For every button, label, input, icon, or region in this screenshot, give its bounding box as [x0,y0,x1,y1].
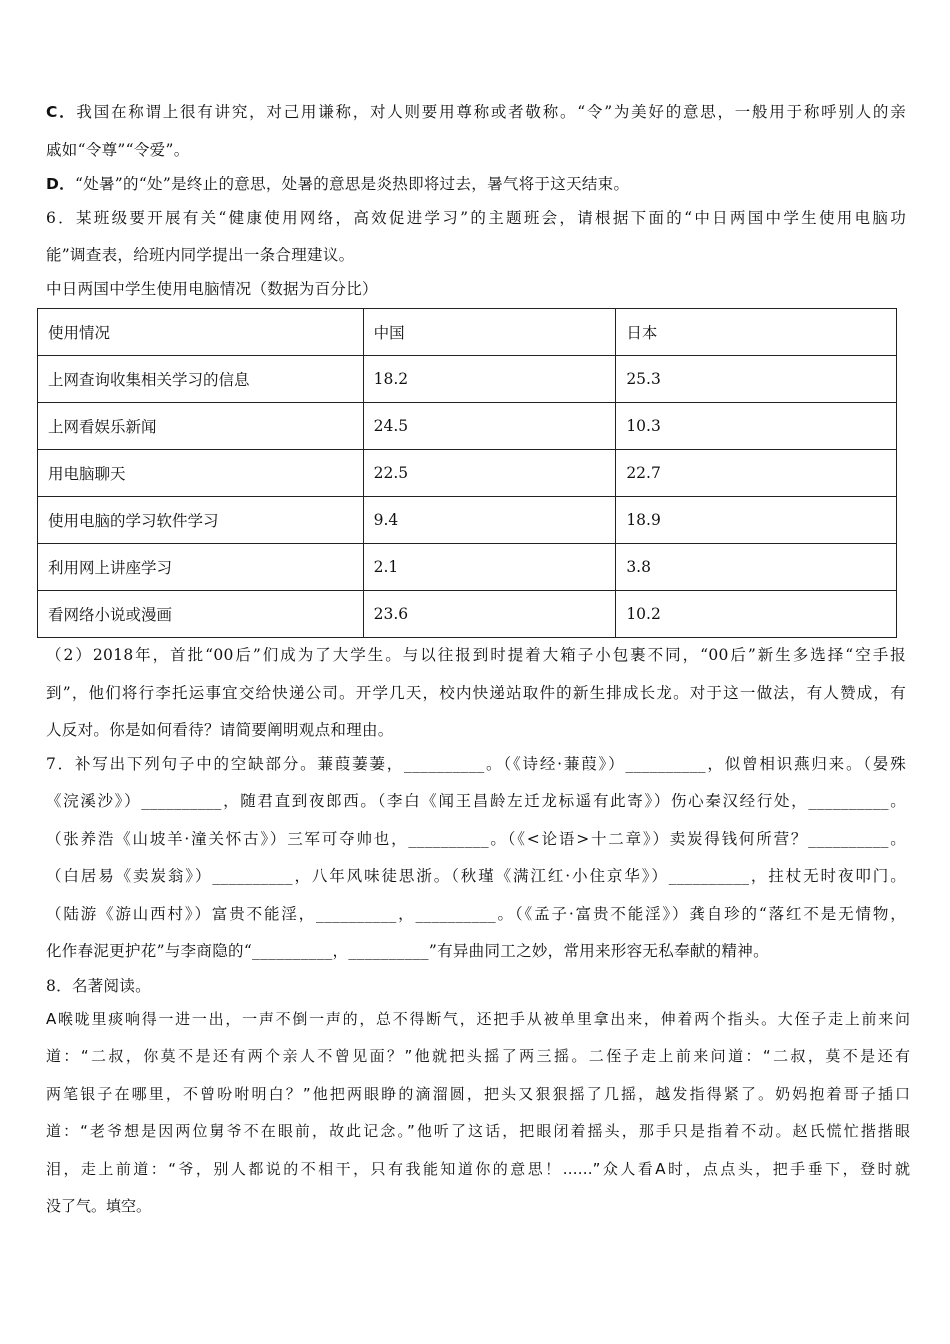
table-header-cell: 日本 [616,309,897,356]
q8-excerpt-line-1: A喉咙里痰响得一进一出，一声不倒一声的，总不得断气，还把手从被单里拿出来，伸着两个指头。大侄子走上前来问 [46,1010,910,1028]
table-cell: 看网络小说或漫画 [38,591,364,638]
q7-line-6: 化作春泥更护花”与李商隐的“__________，__________”有异曲同工之妙，常用来形容无私奉献的精神。 [46,942,769,960]
option-c-line-2: 戚如“令尊”“令爱”。 [46,141,190,159]
table-row [38,403,897,450]
option-c-text-1: 我国在称谓上很有讲究，对己用谦称，对人则要用尊称或者敬称。“令”为美好的意思，一般用于称呼别人的亲 [76,103,906,121]
table-header-row [38,309,897,356]
table-cell: 23.6 [363,591,616,638]
table-cell: 22.5 [363,450,616,497]
q8-title: 8．名著阅读。 [46,977,151,995]
q8-excerpt-line-4: 道：“老爷想是因两位舅爷不在眼前，故此记念。”他听了这话，把眼闭着摇头，那手只是指着不动。赵氏慌忙揩揩眼 [46,1122,910,1140]
table-row [38,591,897,638]
table-cell: 3.8 [616,544,897,591]
table-row [38,497,897,544]
q6-line-2: 能”调查表，给班内同学提出一条合理建议。 [46,246,355,264]
q7-line-2: 《浣溪沙》）__________，随君直到夜郎西。（李白《闻王昌龄左迁龙标遥有此寄》）伤心秦汉经行处，__________。 [46,792,906,810]
q6-part2-line-2: 到”，他们将行李托运事宜交给快递公司。开学几天，校内快递站取件的新生排成长龙。对于这一做法，有人赞成，有 [46,684,906,702]
q8-excerpt-line-6: 没了气。填空。 [46,1197,152,1215]
table-cell: 使用电脑的学习软件学习 [38,497,364,544]
q7-line-3: （张养浩《山坡羊·潼关怀古》）三军可夺帅也，__________。（《<论语>十二章》）卖炭得钱何所营？__________。 [46,830,906,848]
table-cell: 24.5 [363,403,616,450]
table-cell: 18.9 [616,497,897,544]
survey-table [37,308,897,638]
table-cell: 25.3 [616,356,897,403]
option-d-line [46,174,906,194]
table-cell: 利用网上讲座学习 [38,544,364,591]
table-row [38,544,897,591]
q8-excerpt-line-3: 两笔银子在哪里，不曾吩咐明白？”他把两眼睁的滴溜圆，把头又狠狠摇了几摇，越发指得紧了。奶妈抱着哥子插口 [46,1085,910,1103]
option-c-line-1 [46,102,906,122]
table-cell: 用电脑聊天 [38,450,364,497]
q6-table-title: 中日两国中学生使用电脑情况（数据为百分比） [46,280,378,298]
table-cell: 上网查询收集相关学习的信息 [38,356,364,403]
table-cell: 9.4 [363,497,616,544]
table-row [38,356,897,403]
q8-excerpt-line-5: 泪，走上前道：“爷，别人都说的不相干，只有我能知道你的意思！……”众人看A时，点点头，把手垂下，登时就 [46,1160,910,1178]
table-cell: 10.3 [616,403,897,450]
q8-excerpt-line-2: 道：“二叔，你莫不是还有两个亲人不曾见面？”他就把头摇了两三摇。二侄子走上前来问道：“二叔，莫不是还有 [46,1047,910,1065]
table-cell: 上网看娱乐新闻 [38,403,364,450]
table-header-cell: 中国 [363,309,616,356]
table-header-cell: 使用情况 [38,309,364,356]
q6-line-1: 6．某班级要开展有关“健康使用网络，高效促进学习”的主题班会，请根据下面的“中日两国中学生使用电脑功 [46,209,906,227]
table-cell: 18.2 [363,356,616,403]
table-cell: 2.1 [363,544,616,591]
q6-part2-line-1: （2）2018年，首批“00后”们成为了大学生。与以往报到时提着大箱子小包裹不同，“00后”新生多选择“空手报 [46,646,906,664]
q6-part2-line-3: 人反对。你是如何看待？请简要阐明观点和理由。 [46,721,394,739]
option-d-label: D． [46,175,75,193]
q7-line-1: 7．补写出下列句子中的空缺部分。蒹葭萋萋，__________。（《诗经·蒹葭》）__________，似曾相识燕归来。（晏殊 [46,755,906,773]
option-c-label: C． [46,103,77,121]
q7-line-5: （陆游《游山西村》）富贵不能淫，__________，__________。（《孟子·富贵不能淫》）龚自珍的“落红不是无情物， [46,905,906,923]
table-cell: 10.2 [616,591,897,638]
option-d-text: “处暑”的“处”是终止的意思，处暑的意思是炎热即将过去，暑气将于这天结束。 [74,175,630,193]
table-row [38,450,897,497]
q7-line-4: （白居易《卖炭翁》）__________，八年风味徒思浙。（秋瑾《满江红·小住京华》）__________，拄杖无时夜叩门。 [46,867,906,885]
table-cell: 22.7 [616,450,897,497]
